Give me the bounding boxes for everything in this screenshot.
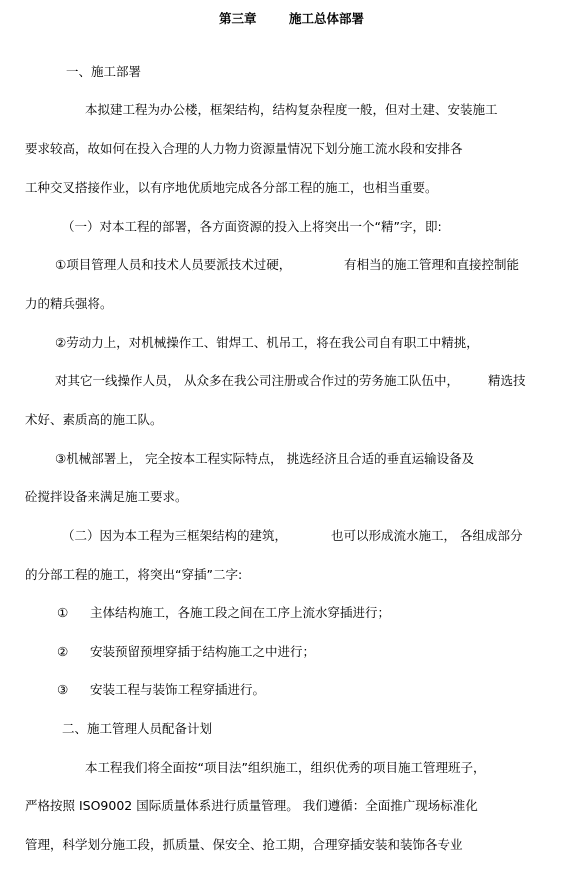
paragraph-line: 的分部工程的施工，将突出“穿插”二字: bbox=[25, 567, 243, 582]
section-heading: 一、施工部署 bbox=[66, 64, 142, 79]
list-item-text: 力的精兵强将。 bbox=[25, 296, 113, 311]
list-item-text: 对其它一线操作人员， 从众多在我公司注册或合作过的劳务施工队伍中， bbox=[55, 373, 459, 388]
list-item-text: 主体结构施工，各施工段之间在工序上流水穿插进行； bbox=[90, 605, 391, 620]
list-item-text: 有相当的施工管理和直接控制能 bbox=[344, 257, 520, 272]
list-item-text: 精选技 bbox=[488, 373, 526, 388]
chapter-title: 施工总体部署 bbox=[289, 11, 365, 26]
list-number: ② bbox=[57, 644, 69, 659]
subsection-heading: （一）对本工程的部署，各方面资源的投入上将突出一个“精”字，即: bbox=[62, 219, 442, 234]
list-item-text: ①项目管理人员和技术人员要派技术过硬， bbox=[55, 257, 292, 272]
paragraph-line: 要求较高，故如何在投入合理的人力物力资源量情况下划分施工流水段和安排各 bbox=[25, 141, 463, 156]
list-item-text: 砼搅拌设备来满足施工要求。 bbox=[25, 489, 188, 504]
list-item-text: ②劳动力上，对机械操作工、钳焊工、机吊工，将在我公司自有职工中精挑， bbox=[55, 335, 479, 350]
subsection-heading: （二）因为本工程为三框架结构的建筑， bbox=[62, 528, 288, 543]
list-item-text: 术好、素质高的施工队。 bbox=[25, 412, 163, 427]
paragraph-line: 工种交叉搭接作业，以有序地优质地完成各分部工程的施工，也相当重要。 bbox=[25, 180, 438, 195]
paragraph-line: 本拟建工程为办公楼，框架结构，结构复杂程度一般，但对土建、安装施工 bbox=[85, 102, 498, 117]
list-number: ③ bbox=[57, 682, 69, 697]
chapter-number: 第三章 bbox=[219, 11, 257, 26]
paragraph-line: 本工程我们将全面按“项目法”组织施工，组织优秀的项目施工管理班子， bbox=[85, 760, 486, 775]
list-number: ① bbox=[57, 605, 69, 620]
list-item-text: 安装预留预埋穿插于结构施工之中进行； bbox=[90, 644, 316, 659]
list-item-text: 安装工程与装饰工程穿插进行。 bbox=[90, 682, 266, 697]
subsection-heading: 也可以形成流水施工， 各组成部分 bbox=[331, 528, 523, 543]
paragraph-line: 严格按照 ISO9002 国际质量体系进行质量管理。 我们遵循：全面推广现场标准化 bbox=[25, 798, 478, 813]
section-heading: 二、施工管理人员配备计划 bbox=[62, 721, 213, 736]
paragraph-line: 管理，科学划分施工段，抓质量、保安全、抢工期，合理穿插安装和装饰各专业 bbox=[25, 837, 463, 852]
list-item-text: ③机械部署上， 完全按本工程实际特点， 挑选经济且合适的垂直运输设备及 bbox=[55, 451, 475, 466]
